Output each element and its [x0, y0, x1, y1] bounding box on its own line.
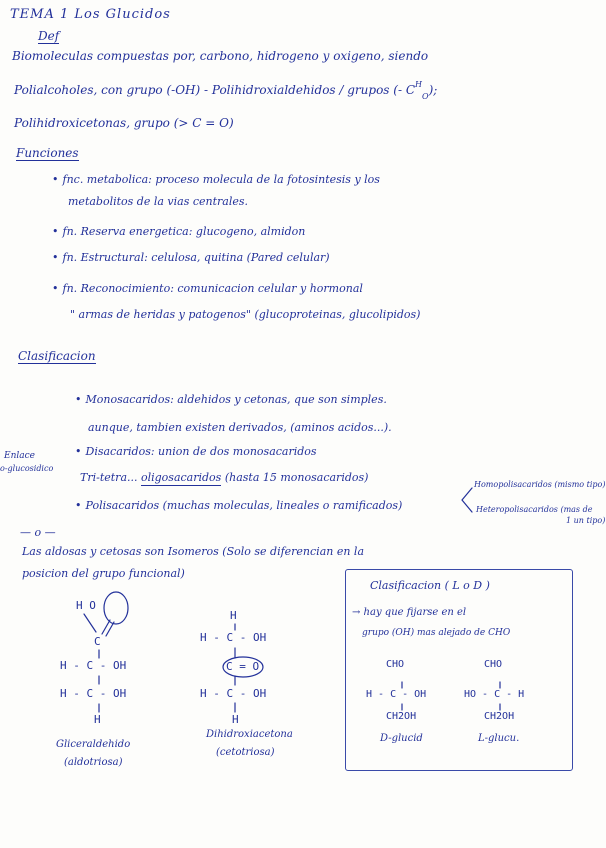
clasif-monosacaridos-cont: aunque, tambien existen derivados, (aminos acidos...).: [88, 421, 392, 434]
def-heading: Def: [38, 29, 60, 43]
side-note-enlace: Enlace: [4, 451, 35, 461]
clasif-oligosacaridos: Tri-tetra... oligosacaridos (hasta 15 monosacaridos): [80, 471, 369, 484]
funciones-heading: Funciones: [16, 146, 79, 160]
def-line-3: Polihidroxicetonas, grupo (> C = O): [14, 116, 234, 130]
box-title: Clasificacion ( L o D ): [370, 579, 490, 592]
l-glucid-label: L-glucu.: [478, 733, 520, 744]
funcion-item: • fn. Reconocimiento: comunicacion celular y hormonal: [52, 283, 363, 294]
glyceraldehyde-name: Gliceraldehido: [56, 739, 131, 750]
oxygen-circle: [104, 592, 128, 624]
isomeros-line-2: posicion del grupo funcional): [22, 567, 185, 580]
d-glucid-bot: CH2OH: [386, 711, 417, 722]
funcion-item: • fnc. metabolica: proceso molecula de la fotosintesis y los: [52, 174, 380, 185]
note-heteropolisacaridos: Heteropolisacaridos (mas de: [476, 505, 593, 514]
funcion-item: " armas de heridas y patogenos" (glucoproteinas, glucolipidos): [70, 308, 421, 321]
box-line-2: grupo (OH) mas alejado de CHO: [362, 628, 511, 638]
funcion-item: • fn. Reserva energetica: glucogeno, almidon: [52, 226, 305, 237]
glyceraldehyde-c1: C: [94, 635, 101, 648]
l-glucid-top: CHO: [484, 659, 503, 670]
glyceraldehyde-sub: (aldotriosa): [64, 757, 123, 768]
funcion-item: • fn. Estructural: celulosa, quitina (Pared celular): [52, 252, 330, 263]
clasif-disacaridos: • Disacaridos: union de dos monosacaridos: [75, 446, 317, 457]
def-line-1: Biomoleculas compuestas por, carbono, hidrogeno y oxigeno, siendo: [12, 49, 429, 63]
glyceraldehyde-c3: H - C - OH: [60, 687, 127, 700]
dha-h-top: H: [230, 609, 237, 622]
isomeros-line-1: Las aldosas y cetosas son Isomeros (Solo se diferencian en la: [22, 545, 364, 558]
funcion-item: metabolitos de la vias centrales.: [68, 195, 249, 208]
clasif-polisacaridos: • Polisacaridos (muchas moleculas, lineales o ramificados): [75, 500, 402, 511]
glyceraldehyde-h-bottom: H: [94, 713, 101, 726]
clasif-monosacaridos: • Monosacaridos: aldehidos y cetonas, que son simples.: [75, 394, 387, 405]
side-note-glucosidico: o-glucosidico: [0, 464, 54, 473]
l-glucid-bot: CH2OH: [484, 711, 515, 722]
note-heteropolisacaridos-cont: 1 un tipo): [566, 516, 606, 525]
d-glucid-label: D-glucid: [380, 733, 423, 744]
divider: — o —: [20, 526, 56, 539]
d-glucid-mid: H - C - OH: [366, 689, 427, 700]
glyceraldehyde-h-top: H O: [76, 599, 96, 612]
l-glucid-mid: HO - C - H: [464, 689, 525, 700]
page-title: TEMA 1 Los Glucidos: [10, 7, 171, 22]
dha-c3: H - C - OH: [200, 687, 267, 700]
d-glucid-top: CHO: [386, 659, 405, 670]
dha-c1: H - C - OH: [200, 631, 267, 644]
clasificacion-heading: Clasificacion: [18, 349, 96, 363]
glyceraldehyde-c2: H - C - OH: [60, 659, 127, 672]
box-line-1: → hay que fijarse en el: [352, 607, 467, 618]
dha-name: Dihidroxiacetona: [206, 729, 293, 740]
dha-h-bottom: H: [232, 713, 239, 726]
dha-sub: (cetotriosa): [216, 747, 275, 758]
def-line-2: Polialcoholes, con grupo (-OH) - Polihidroxialdehidos / grupos (- $C^H_O$);: [14, 80, 438, 101]
carbonyl-circle: [223, 657, 263, 677]
dha-c2: C = O: [226, 660, 260, 673]
note-homopolisacaridos: Homopolisacaridos (mismo tipo): [474, 480, 606, 489]
